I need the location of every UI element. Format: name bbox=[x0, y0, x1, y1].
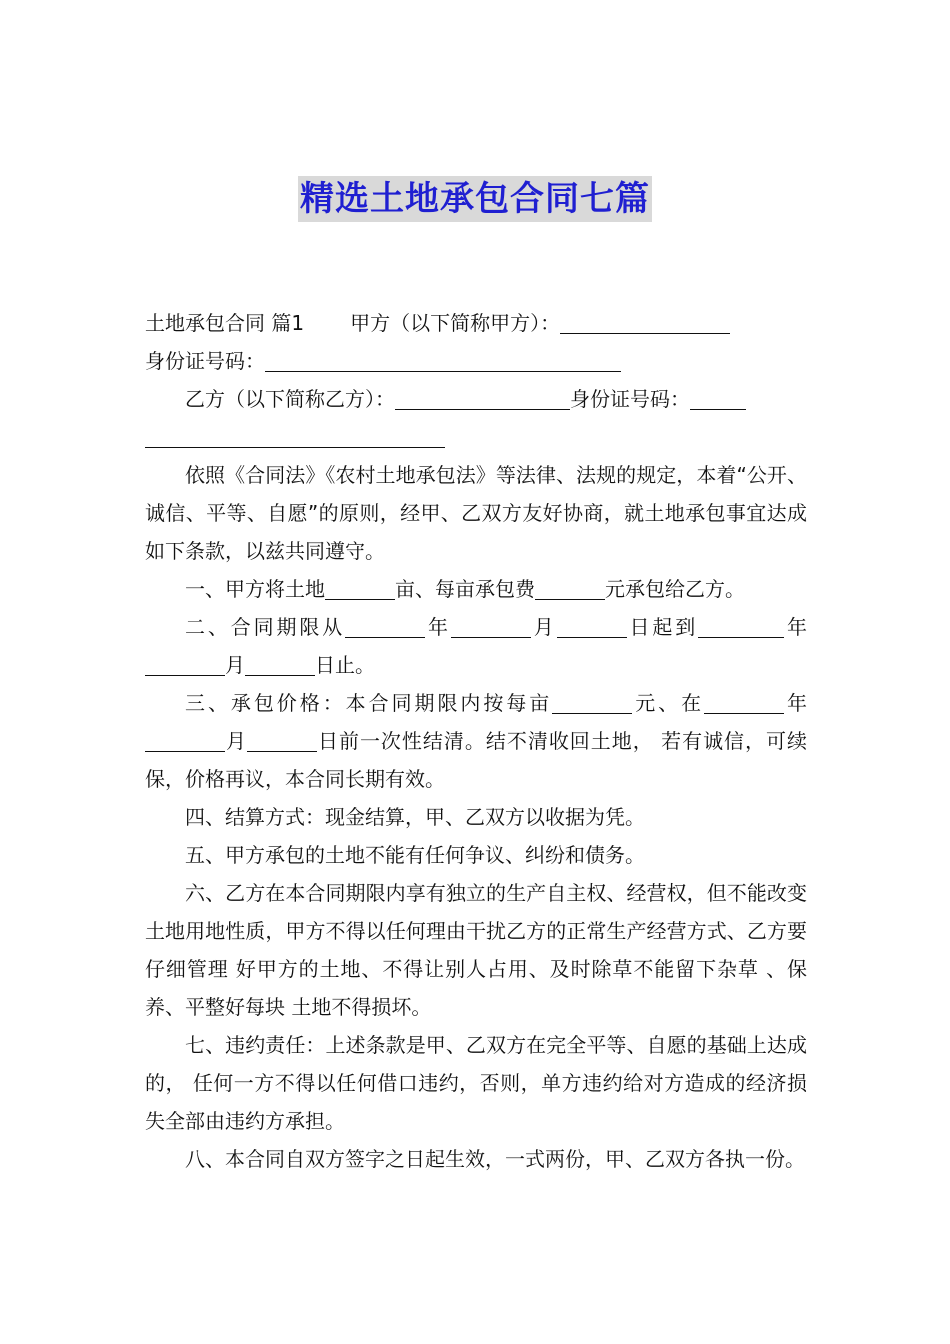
area-blank bbox=[325, 579, 395, 600]
party-a-blank bbox=[560, 313, 730, 334]
clause-3 bbox=[145, 684, 807, 798]
clause-2-text-g: 日止。 bbox=[315, 653, 375, 677]
clause-1-text-a: 一、甲方将土地 bbox=[185, 577, 325, 601]
start-year-blank bbox=[345, 617, 425, 638]
clause-1 bbox=[145, 570, 807, 608]
id-label: 身份证号码： bbox=[145, 349, 265, 373]
end-year-blank-part1 bbox=[698, 617, 762, 638]
party-b-line bbox=[145, 380, 807, 418]
clause-3-text-c: 年 bbox=[784, 691, 808, 715]
pay-month-blank bbox=[145, 731, 225, 752]
clause-3-text-a: 三、承包价格：本合同期限内按每亩 bbox=[185, 691, 553, 715]
party-a-id-blank bbox=[265, 351, 621, 372]
clause-3-text-d: 月 bbox=[225, 729, 247, 753]
clause-5: 五、甲方承包的土地不能有任何争议、纠纷和债务。 bbox=[185, 843, 645, 867]
document-title: 精选土地承包合同七篇 bbox=[298, 176, 652, 222]
contract-heading: 土地承包合同 篇1 bbox=[145, 311, 305, 335]
price-blank bbox=[552, 693, 632, 714]
clause-2-text-f: 月 bbox=[225, 653, 245, 677]
document-body bbox=[145, 304, 807, 1178]
clause-2-text-c: 月 bbox=[530, 615, 557, 639]
clause-2 bbox=[145, 608, 807, 684]
party-a-label: 甲方（以下简称甲方）： bbox=[350, 311, 561, 335]
header-line-1 bbox=[145, 304, 807, 342]
clause-2-text-b: 年 bbox=[425, 615, 451, 639]
party-b-id-label: 身份证号码： bbox=[570, 387, 690, 411]
clause-2-text-a: 二、合同期限从 bbox=[185, 615, 346, 639]
party-b-id-continuation bbox=[145, 418, 807, 456]
clause-7: 七、违约责任：上述条款是甲、乙双方在完全平等、自愿的基础上达成的， 任何一方不得以任何借口违约，否则，单方违约给对方造成的经济损失全部由违约方承担。 bbox=[145, 1033, 807, 1133]
start-month-blank bbox=[451, 617, 531, 638]
clause-1-text-c: 元承包给乙方。 bbox=[605, 577, 745, 601]
intro-paragraph: 依照《合同法》《农村土地承包法》等法律、法规的规定，本着“公开、诚信、平等、自愿”的原则，经甲、乙双方友好协商，就土地承包事宜达成如下条款，以兹共同遵守。 bbox=[145, 463, 807, 563]
party-b-blank bbox=[395, 389, 570, 410]
clause-3-text-b: 元、在 bbox=[632, 691, 705, 715]
clause-1-text-b: 亩、每亩承包费 bbox=[395, 577, 535, 601]
end-month-blank bbox=[145, 655, 225, 676]
clause-3-text-e: 日前一次性结清。结不清收回土地， 若有诚信，可续保，价格再议，本合同长期有效。 bbox=[145, 729, 808, 791]
party-b-id-blank-part1 bbox=[690, 389, 746, 410]
clause-4: 四、结算方式：现金结算，甲、乙双方以收据为凭。 bbox=[185, 805, 645, 829]
party-b-label: 乙方（以下简称乙方）： bbox=[185, 387, 395, 411]
clause-6: 六、乙方在本合同期限内享有独立的生产自主权、经营权，但不能改变土地用地性质，甲方不得以任何理由干扰乙方的正常生产经营方式、乙方要仔细管理 好甲方的土地、不得让别人占用、及时除草不能留下杂草 、保养、平整好每块 土地不得损坏。 bbox=[145, 881, 807, 1019]
title-container bbox=[0, 176, 950, 222]
clause-2-text-d: 日起到 bbox=[626, 615, 699, 639]
fee-blank bbox=[535, 579, 605, 600]
pay-year-blank bbox=[704, 693, 784, 714]
pay-day-blank bbox=[247, 731, 317, 752]
start-day-blank bbox=[557, 617, 627, 638]
end-year-blank-part2 bbox=[762, 617, 784, 638]
header-line-2 bbox=[145, 342, 807, 380]
clause-2-text-e: 年 bbox=[784, 615, 807, 639]
party-b-id-blank-part2 bbox=[145, 427, 445, 448]
clause-8: 八、本合同自双方签字之日起生效，一式两份，甲、乙双方各执一份。 bbox=[185, 1147, 805, 1171]
end-day-blank bbox=[245, 655, 315, 676]
